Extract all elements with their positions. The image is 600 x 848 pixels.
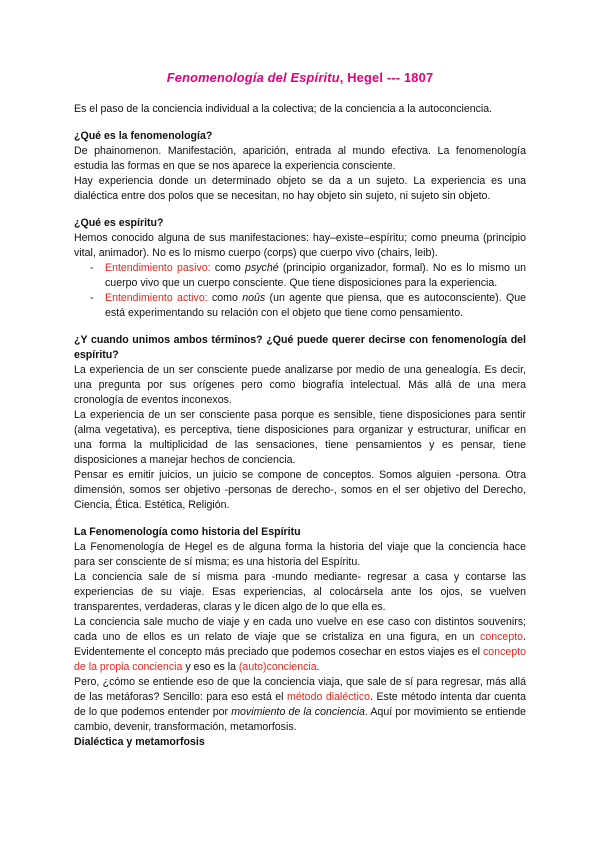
title-work: Fenomenología del Espíritu	[166, 70, 340, 85]
section-heading-dialectica: Dialéctica y metamorfosis	[74, 736, 205, 748]
section-heading-historia-espiritu: La Fenomenología como historia del Espíritu	[74, 526, 301, 538]
paragraph: Hay experiencia donde un determinado objeto se da a un sujeto. La experiencia es una dialéctica entre dos polos que se necesitan, no hay objeto sin sujeto, ni sujeto sin objeto.	[74, 175, 526, 202]
paragraph: La conciencia sale mucho de viaje y en cada uno vuelve en ese caso con distintos souvenirs; cada uno de ellos es un relato de viaje que se cristaliza en una figura, en un concepto. Evidentemente el concepto más preciado que podemos cosechar en estos viajes es el concepto de la propia conciencia y eso es la (auto)conciencia.	[74, 616, 526, 673]
document-title	[74, 70, 526, 85]
title-author-year: , Hegel --- 1807	[339, 70, 434, 85]
paragraph: Pensar es emitir juicios, un juicio se compone de conceptos. Somos alguien -persona. Otra dimensión, somos ser objetivo -personas de derecho-, somos en el ser objetivo del Derecho, Ciencia, Ética. Estética, Religión.	[74, 469, 526, 511]
paragraph: La experiencia de un ser consciente pasa porque es sensible, tiene disposiciones para sentir (alma vegetativa), es perceptiva, tiene disposiciones para organizar y estructurar, unificar en una forma la multiplicidad de las sensaciones, tiene pensamientos y es pensar, tiene disposiciones a manejar hechos de conciencia.	[74, 409, 526, 466]
list-item: - Entendimiento activo: como noûs (un agente que piensa, que es autoconsciente). Que está experimentando su relación con el objeto que tiene como pensamiento.	[105, 291, 526, 321]
paragraph: De phainomenon. Manifestación, aparición, entrada al mundo efectiva. La fenomenología estudia las formas en que se nos aparece la experiencia consciente.	[74, 145, 526, 172]
paragraph: La Fenomenología de Hegel es de alguna forma la historia del viaje que la conciencia hace para ser consciente de sí misma; es una historia del Espíritu.	[74, 541, 526, 568]
dash-list	[74, 261, 526, 321]
document-page	[74, 70, 526, 750]
list-item: - Entendimiento pasivo: como psyché (principio organizador, formal). No es lo mismo un cuerpo vivo que un cuerpo consciente. Que tiene disposiciones para la experiencia.	[105, 261, 526, 291]
paragraph: Hemos conocido alguna de sus manifestaciones: hay–existe–espíritu; como pneuma (principio vital, animador). No es lo mismo cuerpo (corps) que cuerpo vivo (chairs, leib).	[74, 232, 526, 259]
section-heading-ambos-terminos: ¿Y cuando unimos ambos términos? ¿Qué puede querer decirse con fenomenología del espíritu?	[74, 334, 526, 361]
section-heading-fenomenologia: ¿Qué es la fenomenología?	[74, 130, 213, 142]
section-heading-espiritu: ¿Qué es espíritu?	[74, 217, 164, 229]
intro-paragraph: Es el paso de la conciencia individual a la colectiva; de la conciencia a la autoconciencia.	[74, 103, 493, 115]
paragraph: Pero, ¿cómo se entiende eso de que la conciencia viaja, que sale de sí para regresar, más allá de las metáforas? Sencillo: para eso está el método dialéctico. Este método intenta dar cuenta de lo que podemos entender por movimiento de la conciencia. Aquí por movimiento se entiende cambio, devenir, transformación, metamorfosis.	[74, 676, 526, 733]
paragraph: La experiencia de un ser consciente puede analizarse por medio de una genealogía. Es decir, una pregunta por sus orígenes pero como biografía intelectual. Más allá de una mera cronología de eventos inconexos.	[74, 364, 526, 406]
paragraph: La conciencia sale de sí misma para -mundo mediante- regresar a casa y contarse las experiencias de su viaje. Esas experiencias, al colocársela ante los ojos, se vuelven transparentes, verdaderas, claras y le dicen algo de lo que ella es.	[74, 571, 526, 613]
